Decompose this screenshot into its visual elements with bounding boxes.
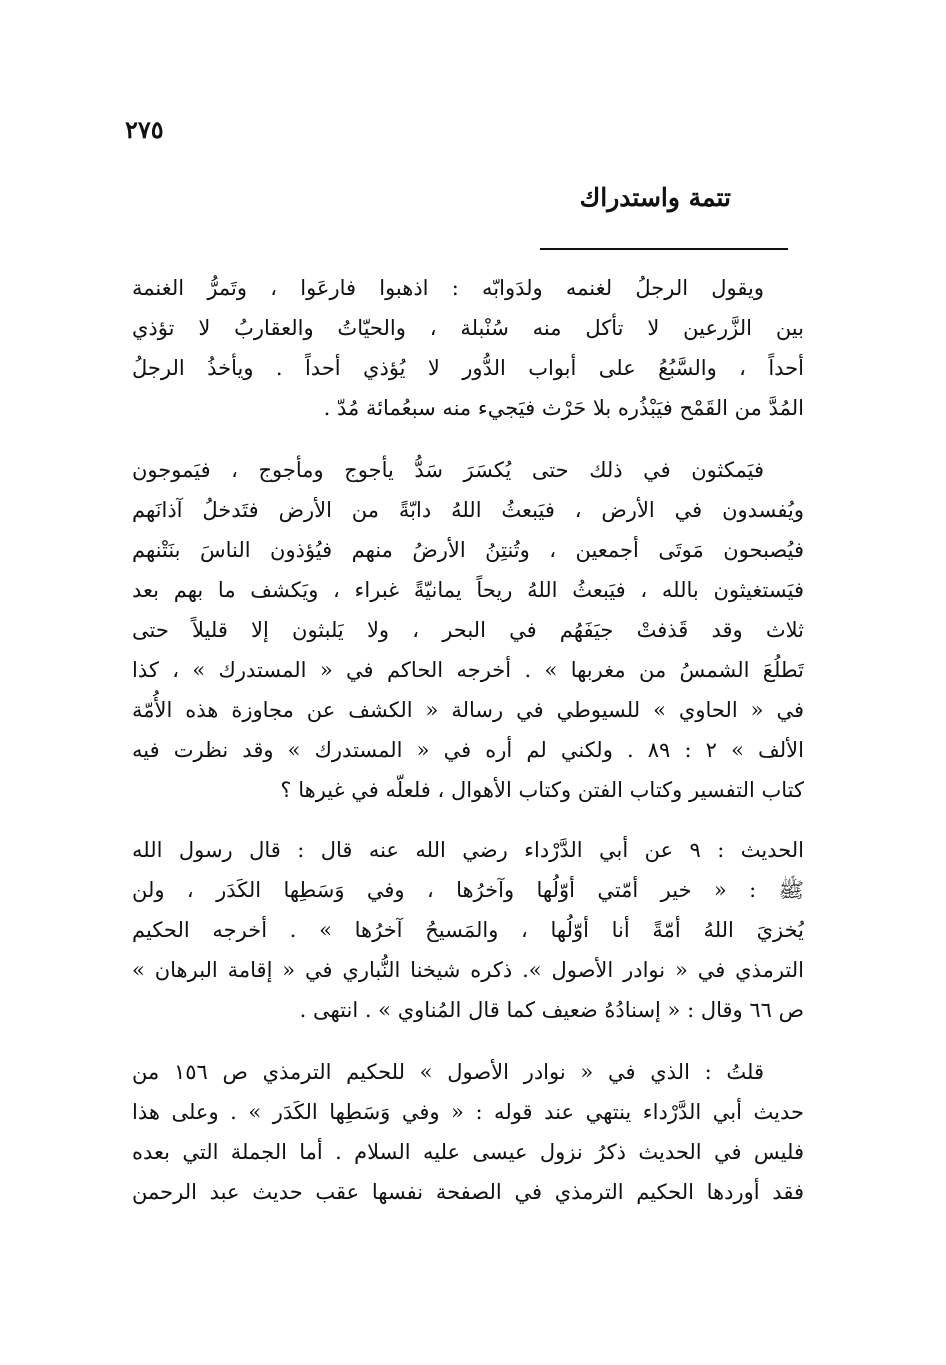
- paragraph-1: [132, 268, 804, 428]
- section-title: تتمة واستدراك: [579, 183, 731, 212]
- text-line: فقد أوردها الحكيم الترمذي في الصفحة نفسها عقب حديث عبد الرحمن: [132, 1180, 804, 1204]
- title-divider: [540, 248, 788, 250]
- text-line: يُخزيَ اللهُ أمّةً أنا أوّلُها ، والمَسيحُ آخرُها » . أخرجه الحكيم: [132, 918, 804, 942]
- text-line: كتاب التفسير وكتاب الفتن وكتاب الأهوال ، فلعلّه في غيرها ؟: [280, 778, 804, 802]
- text-line: حديث أبي الدَّرْداء ينتهي عند قوله : « وفي وَسَطِها الكَدَر » . وعلى هذا: [132, 1100, 804, 1124]
- paragraph-4: [132, 1052, 804, 1212]
- text-line: فيَمكثون في ذلك حتى يُكسَرَ سَدُّ يأجوج ومأجوج ، فيَموجون: [132, 458, 764, 482]
- paragraph-2: [132, 450, 804, 810]
- text-line: ويقول الرجلُ لغنمه ولدَوابّه : اذهبوا فارعَوا ، وتَمرُّ الغنمة: [132, 276, 764, 300]
- text-line: ثلاث وقد قَذفتْ جيَفَهُم في البحر ، ولا يَلبثون إلا قليلاً حتى: [132, 618, 804, 642]
- text-line: الحديث : ٩ عن أبي الدَّرْداء رضي الله عنه قال : قال رسول الله: [132, 838, 804, 862]
- text-line: بين الزَّرعين لا تأكل منه سُنْبلة ، والحيّاتُ والعقاربُ لا تؤذي: [132, 316, 804, 340]
- text-line: ويُفسدون في الأرض ، فيَبعثُ اللهُ دابّةً من الأرض فتَدخلُ آذانَهم: [132, 498, 804, 522]
- paragraph-3: [132, 830, 804, 1030]
- text-line: المُدَّ من القَمْح فيَبْذُره بلا حَرْث فيَجيء منه سبعُمائة مُدّ .: [323, 396, 804, 420]
- text-line: قلتُ : الذي في « نوادر الأصول » للحكيم الترمذي ص ١٥٦ من: [132, 1060, 764, 1084]
- text-line: فيَستغيثون بالله ، فيَبعثُ اللهُ ريحاً يمانيّةً غبراء ، ويَكشف ما بهم بعد: [132, 578, 804, 602]
- text-line: فليس في الحديث ذكرُ نزول عيسى عليه السلام . أما الجملة التي بعده: [132, 1140, 804, 1164]
- text-line: ﷺ : « خير أمّتي أوّلُها وآخرُها ، وفي وَسَطِها الكَدَر ، ولن: [132, 878, 804, 902]
- text-line: في « الحاوي » للسيوطي في رسالة « الكشف عن مجاوزة هذه الأُمّة: [132, 698, 804, 722]
- page-number: ٢٧٥: [125, 115, 164, 144]
- text-line: تَطلُعَ الشمسُ من مغربها » . أخرجه الحاكم في « المستدرك » ، كذا: [132, 658, 804, 682]
- text-line: أحداً ، والسَّبُعُ على أبواب الدُّور لا يُؤذي أحداً . ويأخذُ الرجلُ: [132, 356, 804, 380]
- text-line: الألف » ٢ : ٨٩ . ولكني لم أره في « المستدرك » وقد نظرت فيه: [132, 738, 804, 762]
- text-line: ص ٦٦ وقال : « إسنادُهُ ضعيف كما قال المُناوي » . انتهى .: [299, 998, 804, 1022]
- text-line: الترمذي في « نوادر الأصول ». ذكره شيخنا النُّباري في « إقامة البرهان »: [132, 958, 804, 982]
- text-line: فيُصبحون مَوتَى أجمعين ، وتُنتِنُ الأرضُ منهم فيُؤذون الناسَ بنَتْنهم: [132, 538, 804, 562]
